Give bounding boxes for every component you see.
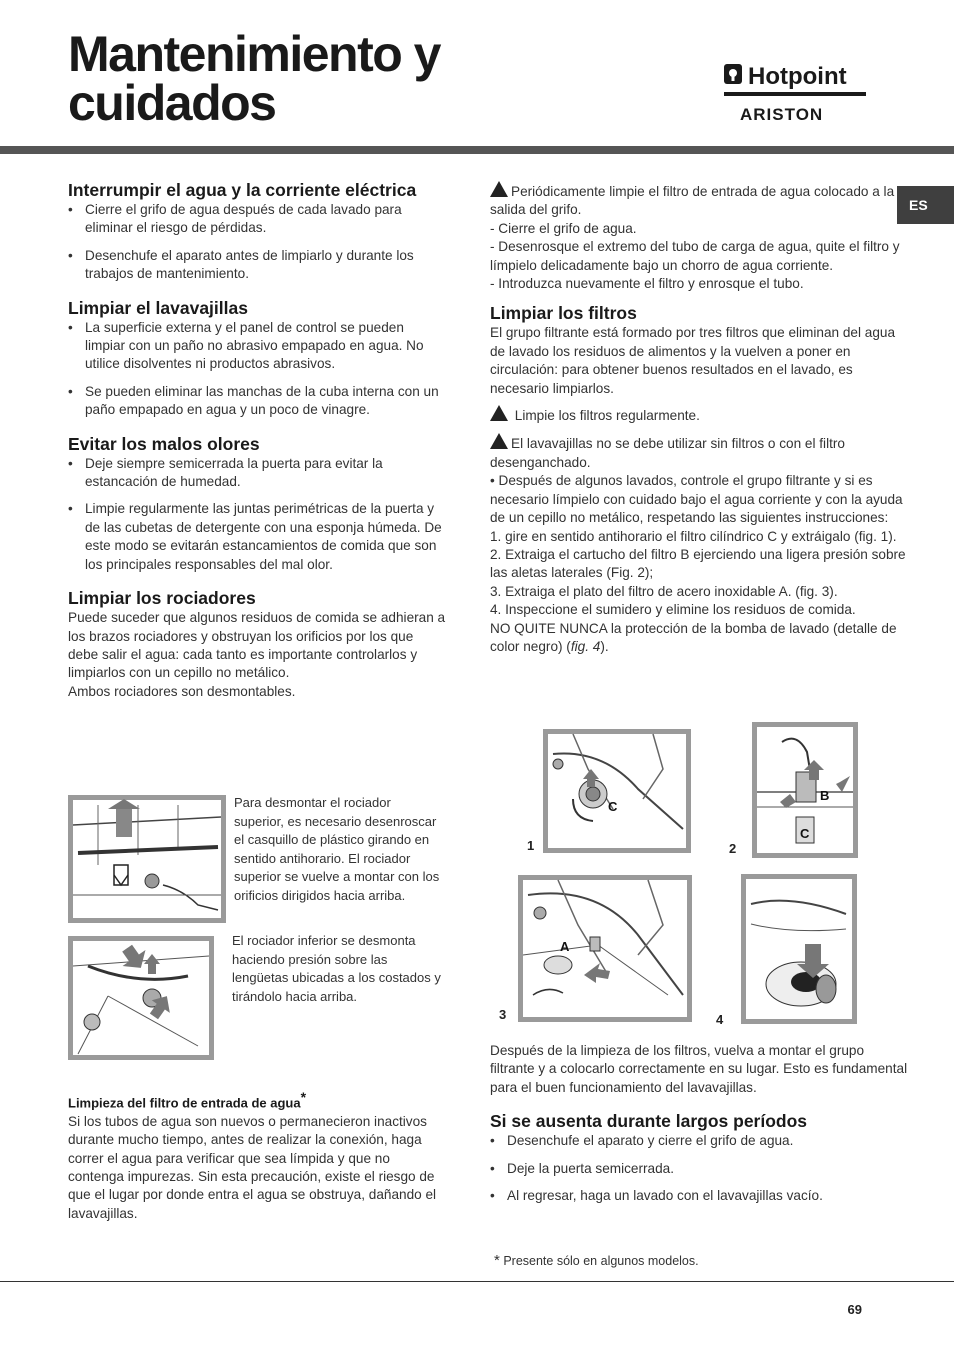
filter-figure-3 xyxy=(518,875,692,1022)
filter-letter: C xyxy=(800,826,810,841)
brand-subname: ARISTON xyxy=(740,105,824,124)
filters-warning-2: El lavavajillas no se debe utilizar sin filtros o con el filtro desenganchado. xyxy=(490,433,910,472)
upper-spray-arm-figure xyxy=(68,795,226,923)
right-column xyxy=(490,181,910,656)
spray-arms-text-2: Ambos rociadores son desmontables. xyxy=(68,683,296,699)
figure-number: 2 xyxy=(729,841,737,856)
section-title-odors: Evitar los malos olores xyxy=(68,433,260,454)
section-title-away: Si se ausenta durante largos períodos xyxy=(490,1111,808,1132)
inlet-filter-text: Si los tubos de agua son nuevos o permanecieron inactivos durante mucho tiempo, antes de realizar la conexión, haga correr el agua para verificar que sea límpida y que no contenga impurezas. Sin esta precaución, existe el riesgo de que el lugar por donde entra el agua se obstruya, dañando el lavavajillas. xyxy=(68,1113,437,1221)
filters-warning-1: Limpie los filtros regularmente. xyxy=(490,405,910,425)
filters-intro: El grupo filtrante está formado por tres filtros que eliminan del agua de lavado los residuos de alimentos y la vuelven a poner en circulación: para obtener buenos resultados en el lavado, es necesario limpiarlos. xyxy=(490,325,896,396)
list-item: • Deje la puerta semicerrada. xyxy=(490,1160,910,1178)
figure-number: 4 xyxy=(716,1012,724,1027)
warning-icon xyxy=(490,181,508,197)
right-column-lower xyxy=(490,1042,910,1214)
list-water-power xyxy=(68,201,446,284)
footer-divider xyxy=(0,1281,954,1282)
intro-line: - Desenrosque el extremo del tubo de carga de agua, quite el filtro y límpielo delicadamente bajo un chorro de agua corriente. xyxy=(490,239,900,273)
figure-number: 3 xyxy=(499,1007,507,1022)
list-item: • Al regresar, haga un lavado con el lavavajillas vacío. xyxy=(490,1187,910,1205)
header-divider xyxy=(0,146,954,154)
list-clean-dishwasher xyxy=(68,319,446,420)
filters-step: 4. Inspeccione el sumidero y elimine los residuos de comida. xyxy=(490,602,856,618)
brand-name: Hotpoint xyxy=(748,63,847,90)
brand-logo xyxy=(722,60,868,128)
list-item: • Desenchufe el aparato antes de limpiarlo y durante los trabajos de mantenimiento. xyxy=(68,247,446,284)
list-item: • Limpie regularmente las juntas perimétricas de la puerta y de las cubetas de detergente con una esponja húmeda. De este modo se evitarán estancamientos de comida que son los principales responsables del mal olor. xyxy=(68,500,446,574)
filters-note: NO QUITE NUNCA la protección de la bomba de lavado (detalle de color negro) (fig. 4). xyxy=(490,620,897,654)
language-tab: ES xyxy=(897,186,954,224)
intro-line: - Cierre el grifo de agua. xyxy=(490,220,637,236)
intro-line: Periódicamente limpie el filtro de entrada de agua colocado a la salida del grifo. xyxy=(490,181,910,220)
lower-spray-arm-caption: El rociador inferior se desmonta haciendo presión sobre las lengüetas ubicadas a los costados y tirándolo hacia arriba. xyxy=(232,933,441,1004)
filter-letter: C xyxy=(608,799,618,814)
warning-icon xyxy=(490,433,508,449)
section-title-clean-dishwasher: Limpiar el lavavajillas xyxy=(68,297,248,318)
section-title-filters: Limpiar los filtros xyxy=(490,303,637,324)
filters-step: 1. gire en sentido antihorario el filtro cilíndrico C y extráigalo (fig. 1). xyxy=(490,528,897,544)
list-away xyxy=(490,1132,910,1205)
list-item: • La superficie externa y el panel de control se pueden limpiar con un paño no abrasivo empapado en agua. No utilice disolventes ni productos abrasivos. xyxy=(68,319,446,374)
filters-after: Después de la limpieza de los filtros, vuelva a montar el grupo filtrante y a colocarlo correctamente en su lugar. Esto es fundamental para el buen funcionamiento del lavavajillas. xyxy=(490,1043,908,1095)
upper-spray-arm-caption: Para desmontar el rociador superior, es necesario desenroscar el casquillo de plástico girando en sentido antihorario. El rociador superior se vuelve a montar con los orificios dirigidos hacia arriba. xyxy=(234,795,440,903)
footnote: * Presente sólo en algunos modelos. xyxy=(494,1252,699,1269)
filters-step: 2. Extraiga el cartucho del filtro B ejerciendo una ligera presión sobre las aletas laterales (Fig. 2); xyxy=(490,546,906,581)
filter-letter: A xyxy=(560,939,570,954)
left-column xyxy=(68,180,446,701)
section-title-spray-arms: Limpiar los rociadores xyxy=(68,588,256,609)
page-title: Mantenimiento y cuidados xyxy=(68,26,440,131)
filters-step: 3. Extraiga el plato del filtro de acero inoxidable A. (fig. 3). xyxy=(490,583,838,599)
intro-line: - Introduzca nuevamente el filtro y enrosque el tubo. xyxy=(490,276,804,292)
page-number: 69 xyxy=(847,1302,862,1317)
section-title-inlet-filter: Limpieza del filtro de entrada de agua* xyxy=(68,1089,307,1111)
warning-icon xyxy=(490,405,508,421)
list-item: • Cierre el grifo de agua después de cada lavado para eliminar el riesgo de pérdidas. xyxy=(68,201,446,238)
list-odors xyxy=(68,455,446,574)
figure-number: 1 xyxy=(527,838,535,853)
filters-instructions: • Después de algunos lavados, controle el grupo filtrante y si es necesario límpielo con cuidado bajo el agua corriente y con la ayuda de un cepillo no metálico, respetando las siguientes instrucciones: xyxy=(490,473,903,526)
list-item: • Deje siempre semicerrada la puerta para evitar la estancación de humedad. xyxy=(68,455,446,492)
spray-arms-text: Puede suceder que algunos residuos de comida se adhieran a los brazos rociadores y obstruyan los orificios por los que debe salir el agua: cada tanto es importante controlarlos y limpiarlos con un cepillo no metálico. xyxy=(68,610,446,681)
filter-figure-1 xyxy=(543,729,691,853)
inlet-filter-section xyxy=(68,1088,446,1223)
filter-letter: B xyxy=(820,788,830,803)
list-item: • Se pueden eliminar las manchas de la cuba interna con un paño empapado en agua y un poco de vinagre. xyxy=(68,383,446,420)
filter-figure-4 xyxy=(741,874,857,1024)
lower-spray-arm-figure xyxy=(68,936,214,1060)
filter-figure-2 xyxy=(752,722,858,858)
section-title-water-power: Interrumpir el agua y la corriente eléctrica xyxy=(68,180,417,200)
list-item: • Desenchufe el aparato y cierre el grifo de agua. xyxy=(490,1132,910,1150)
